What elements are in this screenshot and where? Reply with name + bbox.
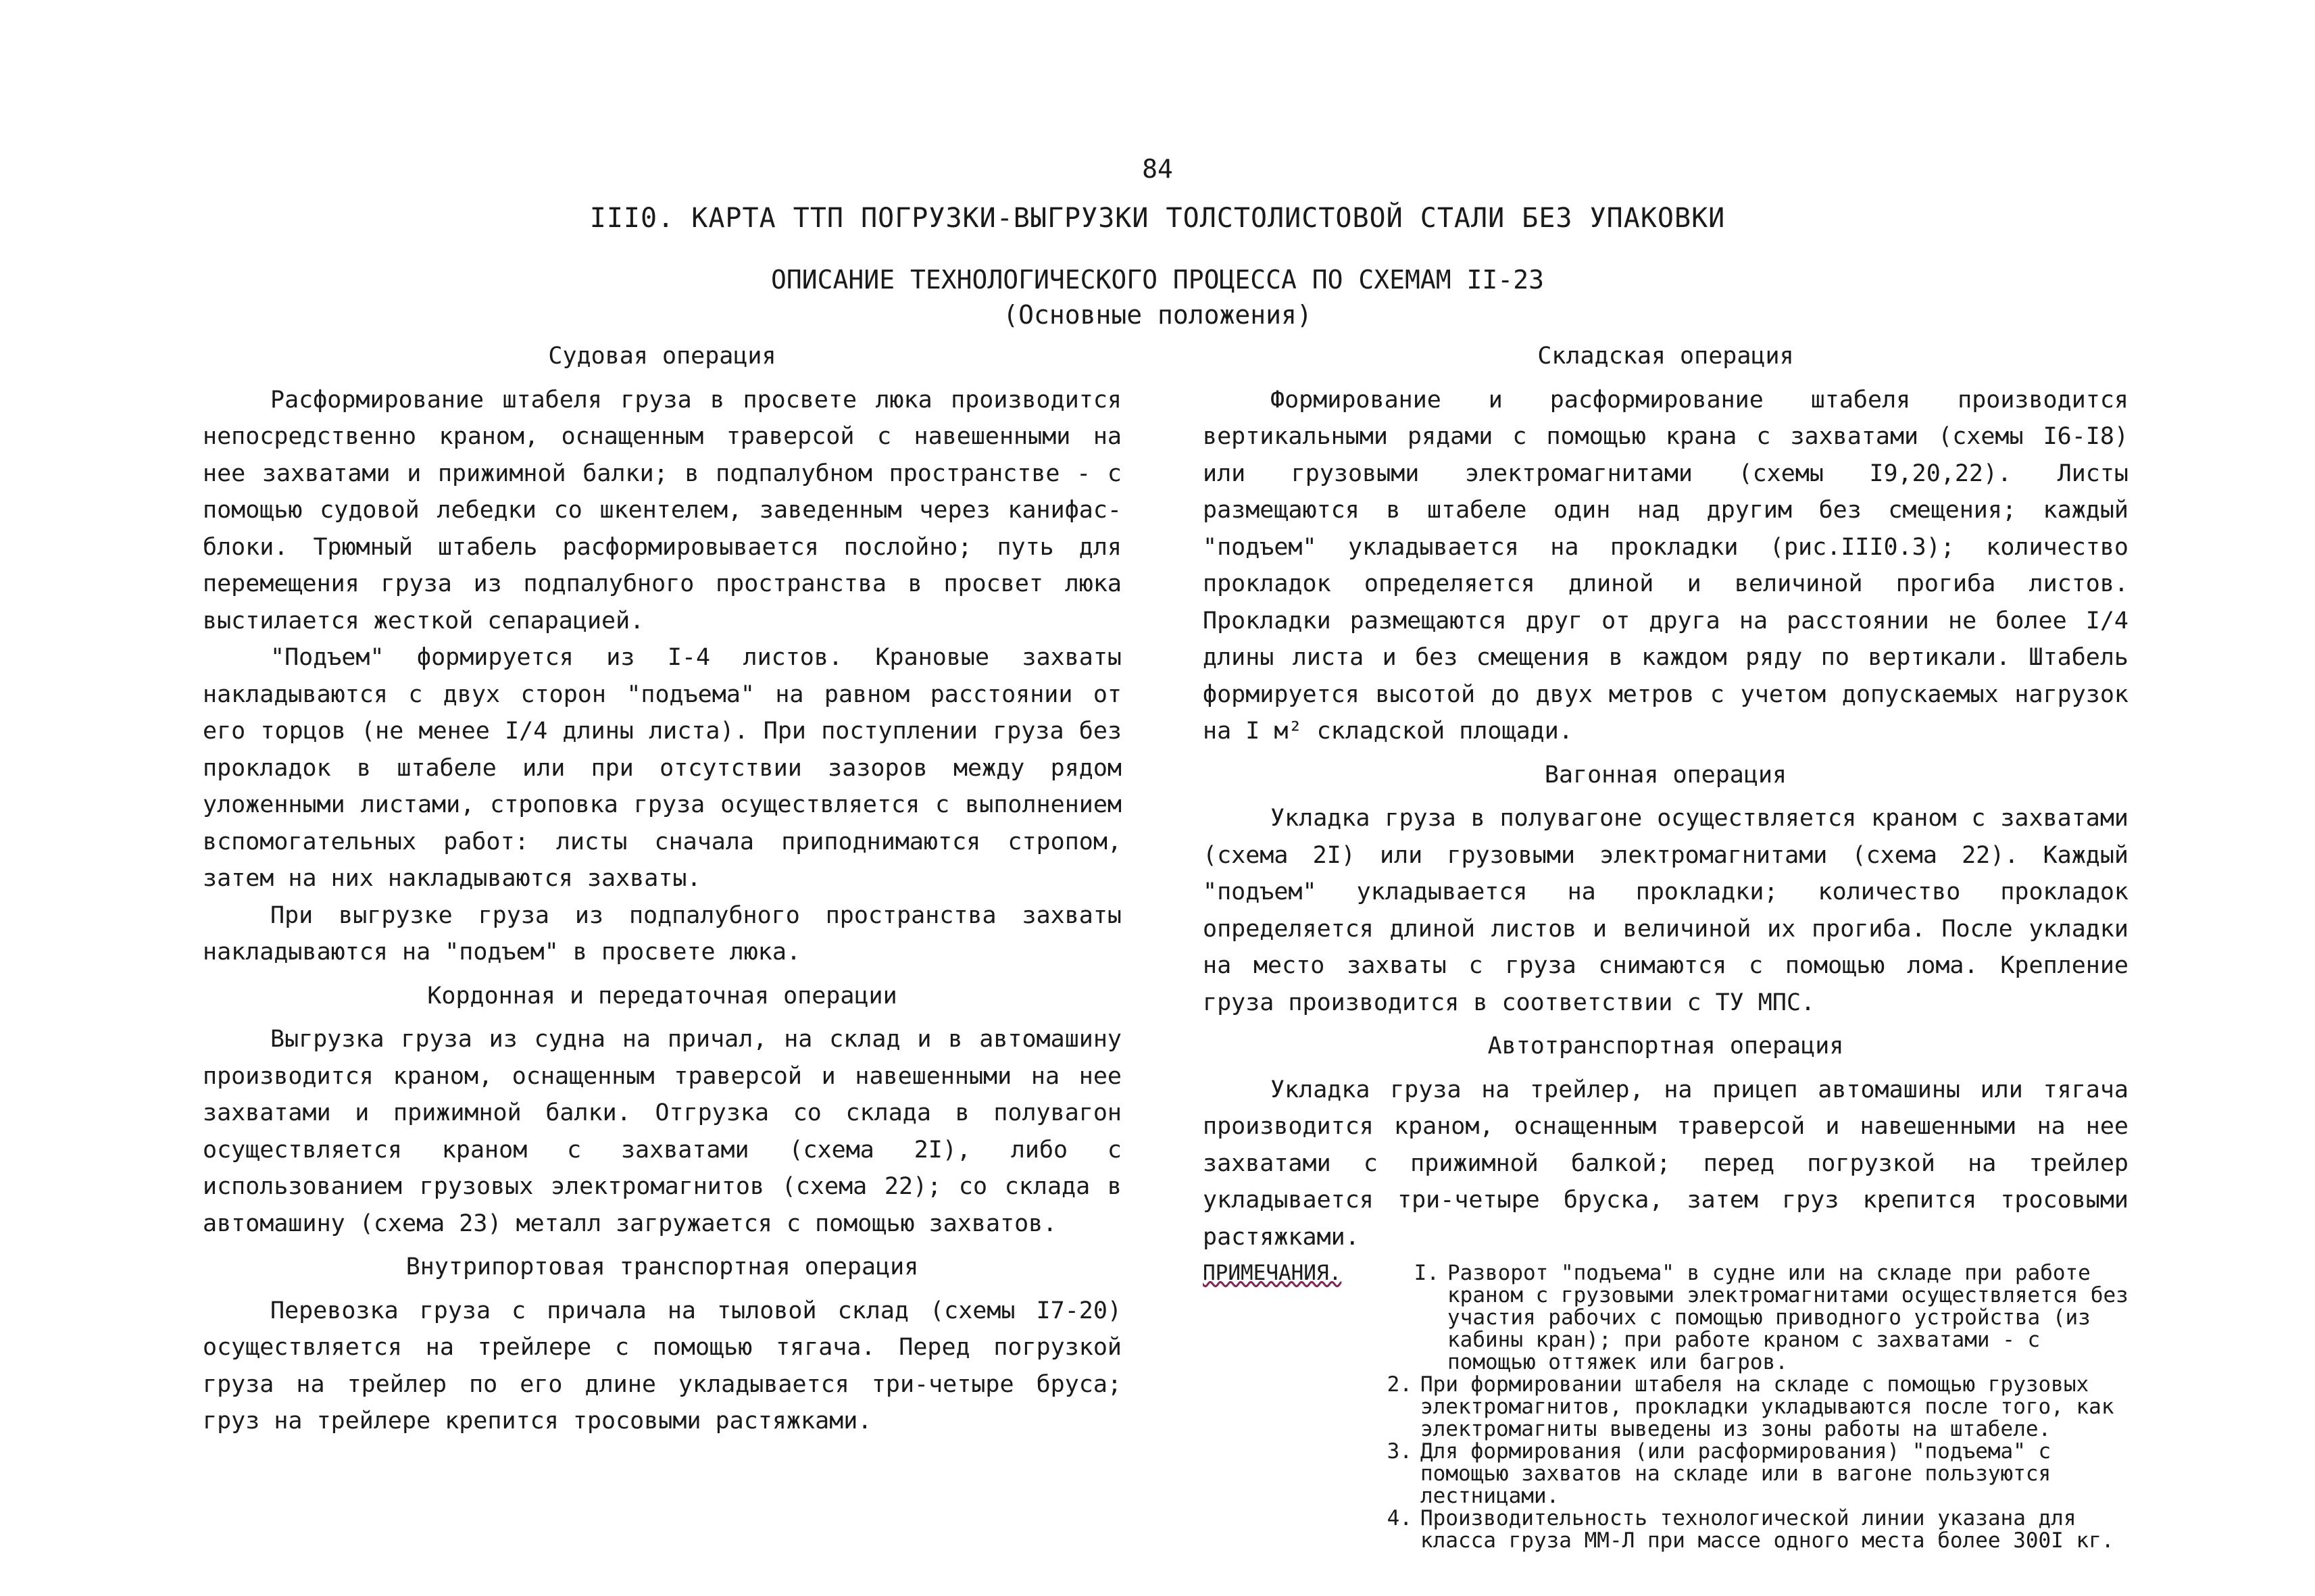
left-column: [203, 338, 1122, 1440]
section-heading-port-transport-operation: Внутрипортовая транспортная операция: [405, 1253, 919, 1280]
notes-first-row: [1203, 1262, 2129, 1374]
note-number: 4.: [1387, 1506, 1412, 1530]
paragraph: Выгрузка груза из судна на причал, на склад и в автомашину производится краном, оснащенным траверсой и навешенными на нее захватами и прижимной балки. Отгрузка со склада в полувагон осуществляется краном с захватами (схема 2I), либо с использованием грузовых электромагнитов (схема 22); со склада в автомашину (схема 23) металл загружается с помощью захватов.: [203, 1026, 1122, 1237]
right-column: [1203, 338, 2129, 1552]
note-number: I.: [1414, 1261, 1439, 1285]
section-heading-ship-operation: Судовая операция: [548, 343, 776, 370]
paragraph: Перевозка груза с причала на тыловой склад (схемы I7-20) осуществляется на трейлере с помощью тягача. Перед погрузкой груза на трейлер по его длине укладывается три-четыре бруса; груз на трейлере крепится тросовыми растяжками.: [203, 1297, 1122, 1435]
notes-block: [1203, 1262, 2129, 1552]
note-text: При формировании штабеля на складе с помощью грузовых электромагнитов, прокладки укладываются после того, как электромагниты выведены из зоны работы на штабеле.: [1420, 1372, 2114, 1441]
subtitle-main: ОПИСАНИЕ ТЕХНОЛОГИЧЕСКОГО ПРОЦЕССА ПО СХЕМАМ II-23: [771, 265, 1544, 295]
notes-list: [1365, 1374, 2129, 1552]
paragraph: "Подъем" формируется из I-4 листов. Крановые захваты накладываются с двух сторон "подъема" на равном расстоянии от его торцов (не менее I/4 длины листа). При поступлении груза без прокладок в штабеле или при отсутствии зазоров между рядом уложенными листами, строповка груза осуществляется с выполнением вспомогательных работ: листы сначала приподнимаются стропом, затем на них накладываются захваты.: [203, 644, 1122, 892]
note-text: Производительность технологической линии указана для класса груза ММ-Л при массе одного места более 300I кг.: [1420, 1506, 2114, 1553]
document-title: III0. КАРТА ТТП ПОГРУЗКИ-ВЫГРУЗКИ ТОЛСТОЛИСТОВОЙ СТАЛИ БЕЗ УПАКОВКИ: [589, 203, 1726, 234]
paragraph: Укладка груза в полувагоне осуществляется краном с захватами (схема 2I) или грузовыми электромагнитами (схема 22). Каждый "подъем" укладывается на прокладки; количество прокладок определяется длиной листов и величиной их прогиба. После укладки на место захваты с груза снимаются с помощью лома. Крепление груза производится в соответствии с ТУ МПС.: [1203, 805, 2129, 1016]
note-text: Разворот "подъема" в судне или на складе при работе краном с грузовыми электромагнитами осуществляется без участия рабочих с помощью приводного устройства (из кабины кран); при работе краном с захватами - с помощью оттяжек или багров.: [1447, 1261, 2129, 1374]
note-item: [1365, 1374, 2129, 1441]
paragraph: При выгрузке груза из подпалубного пространства захваты накладываются на "подъем" в просвете люка.: [203, 901, 1122, 966]
note-number: 2.: [1387, 1372, 1412, 1397]
section-heading-cordon-operation: Кордонная и передаточная операции: [427, 982, 897, 1009]
section-heading-wagon-operation: Вагонная операция: [1544, 761, 1787, 789]
note-item: [1405, 1262, 2129, 1374]
note-item: [1365, 1441, 2129, 1507]
page-number: 84: [1142, 154, 1173, 184]
subtitle-note: (Основные положения): [1003, 300, 1312, 330]
paragraph: Расформирование штабеля груза в просвете люка производится непосредственно краном, оснащенным траверсой с навешенными на нее захватами и прижимной балки; в подпалубном пространстве - с помощью судовой лебедки со шкентелем, заведенным через канифас-блоки. Трюмный штабель расформировывается послойно; путь для перемещения груза из подпалубного пространства в просвет люка выстилается жесткой сепарацией.: [203, 386, 1122, 634]
paragraph: Формирование и расформирование штабеля производится вертикальными рядами с помощью крана с захватами (схемы I6-I8) или грузовыми электромагнитами (схемы I9,20,22). Листы размещаются в штабеле один над другим без смещения; каждый "подъем" укладывается на прокладки (рис.III0.3); количество прокладок определяется длиной и величиной прогиба листов. Прокладки размещаются друг от друга на расстоянии не более I/4 длины листа и без смещения в каждом ряду по вертикали. Штабель формируется высотой до двух метров с учетом допускаемых нагрузок на I м² складской площади.: [1203, 386, 2129, 745]
subtitle-block: [0, 262, 2315, 332]
note-number: 3.: [1387, 1439, 1412, 1464]
note-item: [1365, 1507, 2129, 1552]
note-text: Для формирования (или расформирования) "подъема" с помощью захватов на складе или в вагоне пользуются лестницами.: [1420, 1439, 2051, 1508]
paragraph: Укладка груза на трейлер, на прицеп автомашины или тягача производится краном, оснащенным траверсой и навешенными на нее захватами с прижимной балкой; перед погрузкой на трейлер укладывается три-четыре бруска, затем груз крепится тросовыми растяжками.: [1203, 1076, 2129, 1251]
notes-label-wrap: [1203, 1262, 1405, 1374]
section-heading-warehouse-operation: Складская операция: [1537, 343, 1794, 370]
section-heading-motor-transport-operation: Автотранспортная операция: [1487, 1032, 1844, 1059]
notes-label: ПРИМЕЧАНИЯ.: [1203, 1261, 1342, 1285]
